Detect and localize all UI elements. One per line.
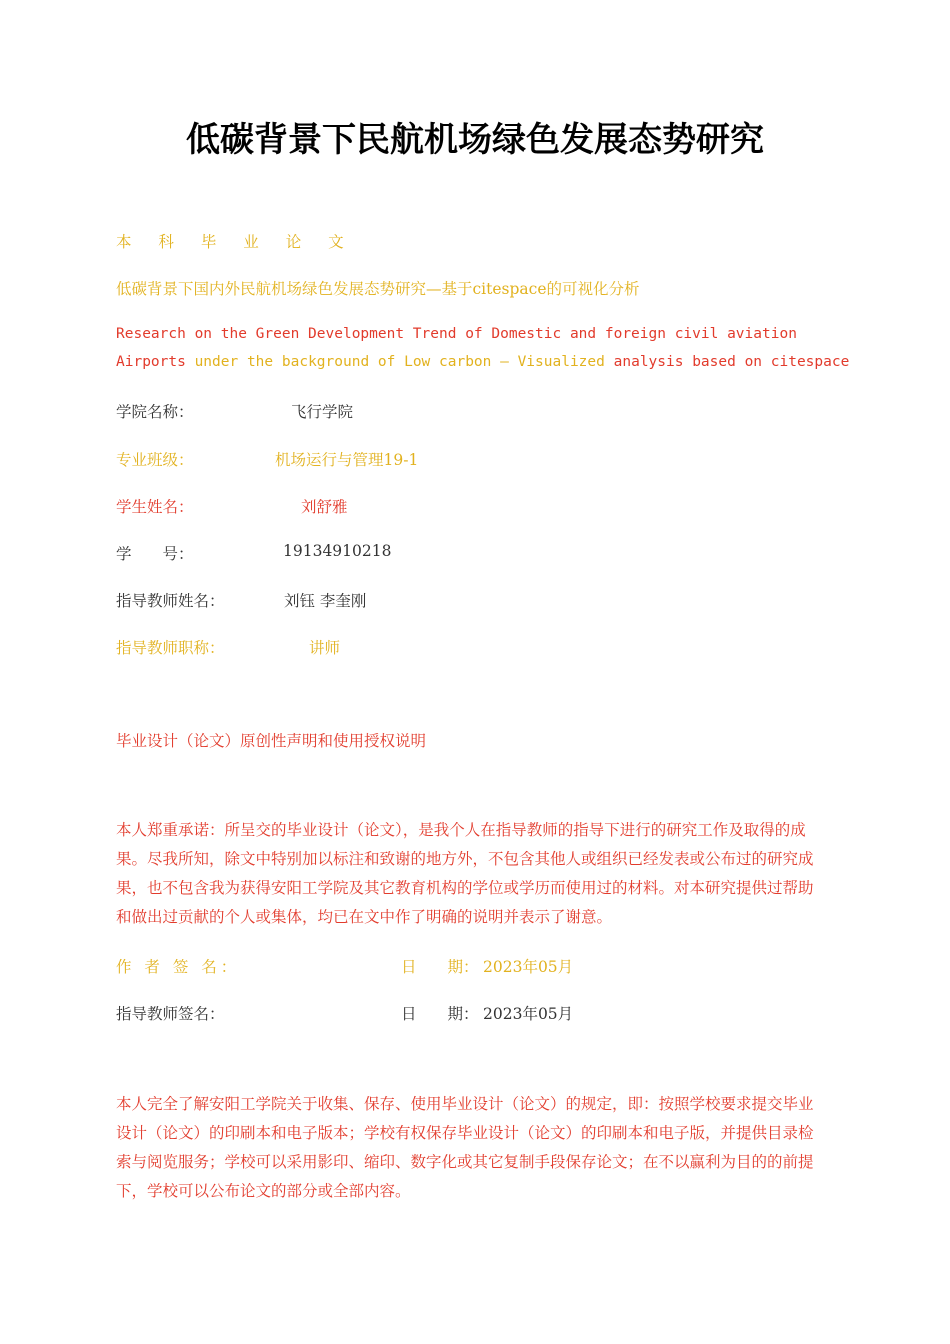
- english-title-line-1: Research on the Green Development Trend of Domestic and foreign civil aviation: [116, 326, 797, 342]
- english-title-part-1: Airports: [116, 354, 186, 370]
- major-class-label: 专业班级：: [116, 451, 194, 469]
- student-name-label: 学生姓名：: [116, 498, 194, 516]
- declaration-paragraph: 本人郑重承诺：所呈交的毕业设计（论文），是我个人在指导教师的指导下进行的研究工作及取得的成果。尽我所知，除文中特别加以标注和致谢的地方外，不包含其他人或组织已经发表或公布过的研究成果，也不包含我为获得安阳工学院及其它教育机构的学位或学历而使用过的材料。对本研究提供过帮助和做出过贡献的个人或集体，均已在文中作了明确的说明并表示了谢意。: [116, 821, 814, 926]
- chinese-thesis-title: 低碳背景下国内外民航机场绿色发展态势研究—基于citespace的可视化分析: [116, 280, 640, 298]
- declaration-heading: 毕业设计（论文）原创性声明和使用授权说明: [116, 732, 427, 750]
- author-date-value: 2023年05月: [483, 958, 574, 976]
- document-title: 低碳背景下民航机场绿色发展态势研究: [186, 120, 764, 160]
- advisor-name-value: 刘钰 李奎刚: [284, 592, 367, 610]
- college-label: 学院名称：: [116, 403, 194, 421]
- student-id-value: 19134910218: [283, 542, 392, 560]
- authorization-paragraph: 本人完全了解安阳工学院关于收集、保存、使用毕业设计（论文）的规定，即：按照学校要求提交毕业设计（论文）的印刷本和电子版本；学校有权保存毕业设计（论文）的印刷本和电子版，并提供目录检索与阅览服务；学校可以采用影印、缩印、数字化或其它复制手段保存论文；在不以赢利为目的的前提下，学校可以公布论文的部分或全部内容。: [116, 1095, 814, 1200]
- advisor-date-value: 2023年05月: [483, 1005, 574, 1023]
- student-id-label: 学 号：: [116, 545, 194, 563]
- thesis-type-label: 本 科 毕 业 论 文: [116, 233, 355, 251]
- advisor-date-label: 日 期：: [401, 1005, 479, 1023]
- author-signature-label: 作 者 签 名：: [116, 958, 241, 976]
- english-title-part-3: analysis based on citespace: [613, 354, 850, 370]
- student-name-value: 刘舒雅: [301, 498, 348, 516]
- advisor-title-label: 指导教师职称：: [116, 639, 225, 657]
- college-value: 飞行学院: [291, 403, 354, 421]
- advisor-title-value: 讲师: [309, 639, 341, 657]
- english-title-part-2: under the background of Low carbon — Visualized: [194, 354, 605, 370]
- major-class-value: 机场运行与管理19-1: [275, 451, 419, 469]
- advisor-signature-label: 指导教师签名：: [116, 1005, 225, 1023]
- advisor-name-label: 指导教师姓名：: [116, 592, 225, 610]
- english-title-line-2: [116, 354, 849, 370]
- author-date-label: 日 期：: [401, 958, 479, 976]
